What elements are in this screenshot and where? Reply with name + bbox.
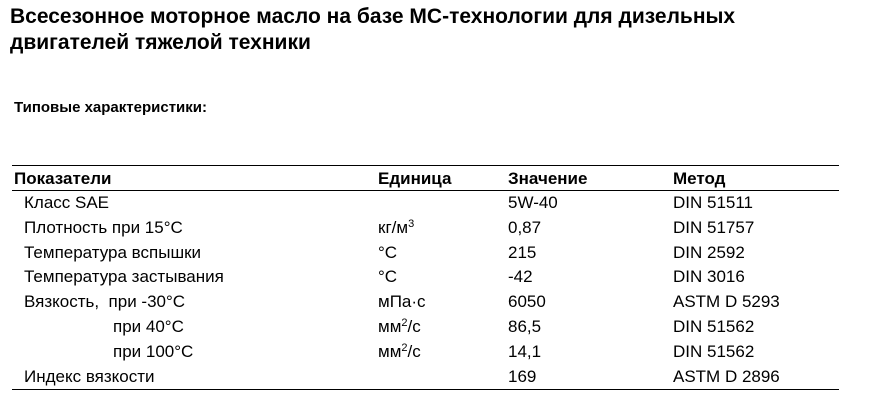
header-param: Показатели — [14, 169, 112, 188]
method-cell: DIN 51562 — [673, 316, 755, 336]
unit-cell: $кг/м^3$ — [378, 217, 415, 237]
value-cell: 6050 — [508, 292, 546, 312]
value-cell: 215 — [508, 242, 537, 262]
method-cell: DIN 51757 — [673, 217, 755, 237]
value-cell: 5W-40 — [508, 193, 558, 212]
unit-cell: °С — [378, 242, 398, 262]
param-cell: Температура застывания — [24, 267, 224, 287]
section-heading: Типовые характеристики: — [14, 99, 207, 116]
value-cell: 0,87 — [508, 217, 542, 237]
value-cell: 14,1 — [508, 341, 542, 361]
table-row — [12, 315, 839, 340]
param-cell: при 40°С — [113, 316, 184, 336]
value-cell: 86,5 — [508, 316, 542, 336]
table-row — [12, 365, 839, 390]
method-cell: ASTM D 2896 — [673, 366, 780, 386]
table-row — [12, 290, 839, 315]
unit-cell: °С — [378, 267, 398, 287]
table-row — [12, 191, 839, 216]
unit-cell: $мм^2/с$ — [378, 316, 421, 336]
param-cell: Индекс вязкости — [24, 366, 155, 386]
value-cell: -42 — [508, 267, 533, 287]
param-cell: при 100°С — [113, 341, 194, 361]
table-row — [12, 265, 839, 290]
param-cell: Вязкость, при -30°С — [24, 292, 186, 312]
method-cell: DIN 2592 — [673, 242, 745, 262]
table-row — [12, 241, 839, 266]
unit-cell: $мм^2/с$ — [378, 341, 421, 361]
param-cell: Класс SAE — [24, 193, 110, 212]
table-row — [12, 340, 839, 365]
table-row — [12, 216, 839, 241]
document-title: Всесезонное моторное масло на базе МС-технологии для дизельных двигателей тяжелой техники — [10, 5, 736, 54]
method-cell: DIN 51511 — [673, 193, 754, 212]
table-bottom-rule — [12, 389, 839, 390]
unit-cell: мПа·с — [378, 292, 426, 312]
header-method: Метод — [673, 169, 726, 188]
param-cell: Температура вспышки — [24, 242, 202, 262]
specs-table — [12, 165, 839, 390]
param-cell: Плотность при 15°С — [24, 217, 183, 237]
method-cell: ASTM D 5293 — [673, 292, 780, 312]
table-header-row — [12, 166, 839, 190]
method-cell: DIN 3016 — [673, 267, 745, 287]
method-cell: DIN 51562 — [673, 341, 755, 361]
header-value: Значение — [508, 169, 588, 188]
header-unit: Единица — [378, 169, 452, 188]
value-cell: 169 — [508, 366, 537, 386]
